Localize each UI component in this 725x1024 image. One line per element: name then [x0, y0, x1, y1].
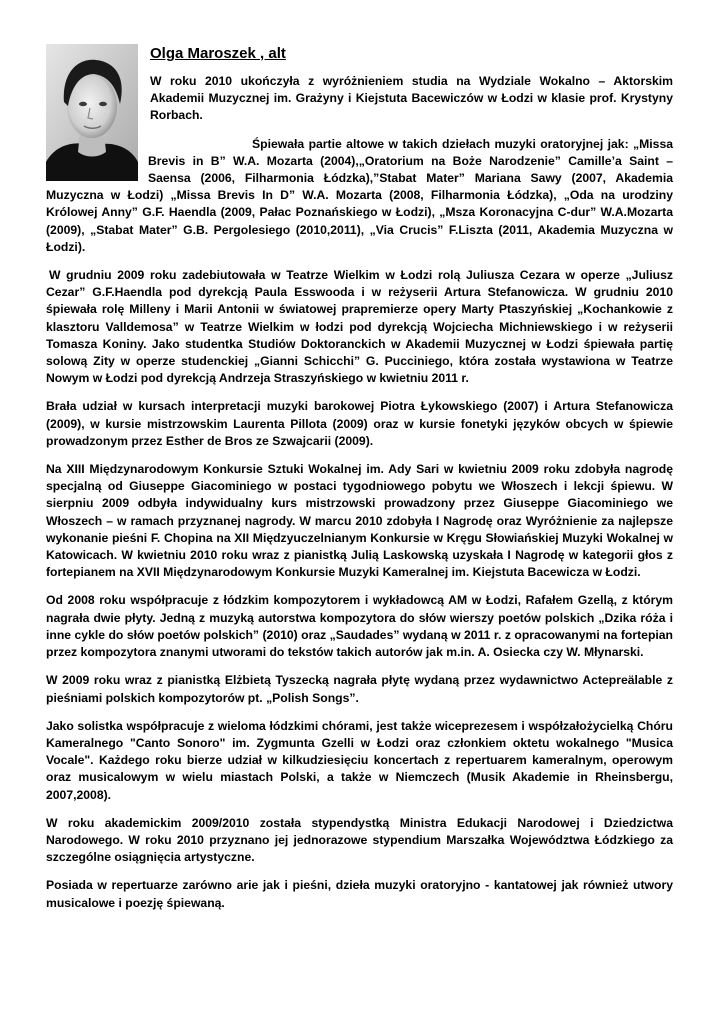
paragraph-courses: Brała udział w kursach interpretacji muzyki barokowej Piotra Łykowskiego (2007) i Artura Stefanowicza (2009), w kursie mistrzowskim Laurenta Pillota (2009) oraz w kursie fonetyki języków obcych w śpiewie prowadzonym przez Esther de Bros ze Szwajcarii (2009).: [46, 399, 673, 448]
paragraph-oratorio-roles: Śpiewała partie altowe w takich dziełach muzyki oratoryjnej jak: „Missa Brevis in B” W.A. Mozarta (2004),„Oratorium na Boże Narodzenie” Camille’a Saint – Saensa (2006, Filharmonia Łódzka),”Stabat Mater” Mariana Sawy (2007, Akademia Muzyczna w Łodzi) „Missa Brevis In D” W.A. Mozarta (2008, Filharmonia Łódzka), „Oda na urodziny Królowej Anny” G.F. Haendla (2009, Pałac Poznańskiego w Łodzi), „Msza Koronacyjna C-dur” W.A.Mozarta (2009), „Stabat Mater” G.B. Pergolesiego (2010,2011), „Via Crucis” F.Liszta (2011, Akademia Muzyczna w Łodzi).: [46, 136, 673, 254]
paragraph-scholarships: W roku akademickim 2009/2010 została stypendystką Ministra Edukacji Narodowej i Dziedzictwa Narodowego. W roku 2010 przyznano jej jednorazowe stypendium Marszałka Województwa Łódzkiego za szczególne osiągnięcia artystyczne.: [46, 815, 673, 865]
page-title: Olga Maroszek , alt: [150, 45, 286, 62]
portrait-photo: [46, 44, 138, 181]
document-page: [46, 44, 673, 923]
portrait-photo-image: [46, 44, 138, 181]
paragraph-recordings: Od 2008 roku współpracuje z łódzkim kompozytorem i wykładowcą AM w Łodzi, Rafałem Gzellą, z którym nagrała dwie płyty. Jedną z muzyką autorstwa kompozytora do słów wierszy poetów polskich „Dzika róża i inne cykle do słów poetów polskich” (2010) oraz „Saudades” wydaną w 2011 r. z opracowanymi na fortepian przez kompozytora znanymi utworami do tekstów takich autorów jak m.in. A. Osiecka czy W. Młynarski.: [46, 593, 673, 660]
paragraph-awards: Na XIII Międzynarodowym Konkursie Sztuki Wokalnej im. Ady Sari w kwietniu 2009 roku zdobyła nagrodę specjalną od Giuseppe Giacominiego w postaci tygodniowego pobytu we Włoszech i lekcji śpiewu. W sierpniu 2009 odbyła indywidualny kurs mistrzowski prowadzony przez Giuseppe Giacominiego we Włoszech – w ramach przyznanej nagrody. W marcu 2010 zdobyła I Nagrodę oraz Wyróżnienie za najlepsze wykonanie pieśni F. Chopina na XII Międzyuczelnianym Konkursie w Kręgu Słowiańskiej Muzyki Wokalnej w Katowicach. W kwietniu 2010 roku wraz z pianistką Julią Laskowską uzyskała I Nagrodę w kategorii głos z fortepianem na XVII Międzynarodowym Konkursie Muzyki Kameralnej im. Kiejstuta Bacewicza w Łodzi.: [46, 462, 673, 580]
paragraph-education: W roku 2010 ukończyła z wyróżnieniem studia na Wydziale Wokalno – Aktorskim Akademii Muzycznej im. Grażyny i Kiejstuta Bacewiczów w Łodzi w klasie prof. Krystyny Rorbach.: [150, 74, 673, 123]
paragraph-choirs: Jako solistka współpracuje z wieloma łódzkimi chórami, jest także wiceprezesem i współzałożycielką Chóru Kameralnego "Canto Sonoro" im. Zygmunta Gzelli w Łodzi oraz członkiem oktetu wokalnego "Musica Vocale". Każdego roku bierze udział w kilkudziesięciu koncertach z repertuarem kameralnym, operowym oraz musicalowym w wielu miastach Polski, a także w Niemczech (Musik Akademie in Rheinsbergu, 2007,2008).: [46, 718, 673, 802]
paragraph-polish-songs: W 2009 roku wraz z pianistką Elżbietą Tyszecką nagrała płytę wydaną przez wydawnictwo Actepreälable z pieśniami polskich kompozytorów pt. „Polish Songs”.: [46, 673, 673, 705]
paragraph-repertoire: Posiada w repertuarze zarówno arie jak i pieśni, dzieła muzyki oratoryjno - kantatowej jak również utwory musicalowe i poezję śpiewaną.: [46, 878, 673, 910]
paragraph-opera-debut: W grudniu 2009 roku zadebiutowała w Teatrze Wielkim w Łodzi rolą Juliusza Cezara w operze „Juliusz Cezar” G.F.Haendla pod dyrekcją Paula Esswooda i w reżyserii Artura Stefanowicza. W grudniu 2010 śpiewała rolę Milleny i Marii Antonii w światowej prapremierze opery Marty Ptaszyńskiej „Kochankowie z klasztoru Valldemosa” w Teatrze Wielkim w łodzi pod dyrekcją Wojciecha Michniewskiego i w reżyserii Tomasza Koniny. Jako studentka Studiów Doktoranckich w Akademii Muzycznej w Łodzi śpiewała partię solową Zity w operze studenckiej „Gianni Schicchi” G. Pucciniego, która została wystawiona w Teatrze Nowym w Łodzi pod dyrekcją Andrzeja Straszyńskiego w kwietniu 2011 r.: [46, 268, 673, 386]
